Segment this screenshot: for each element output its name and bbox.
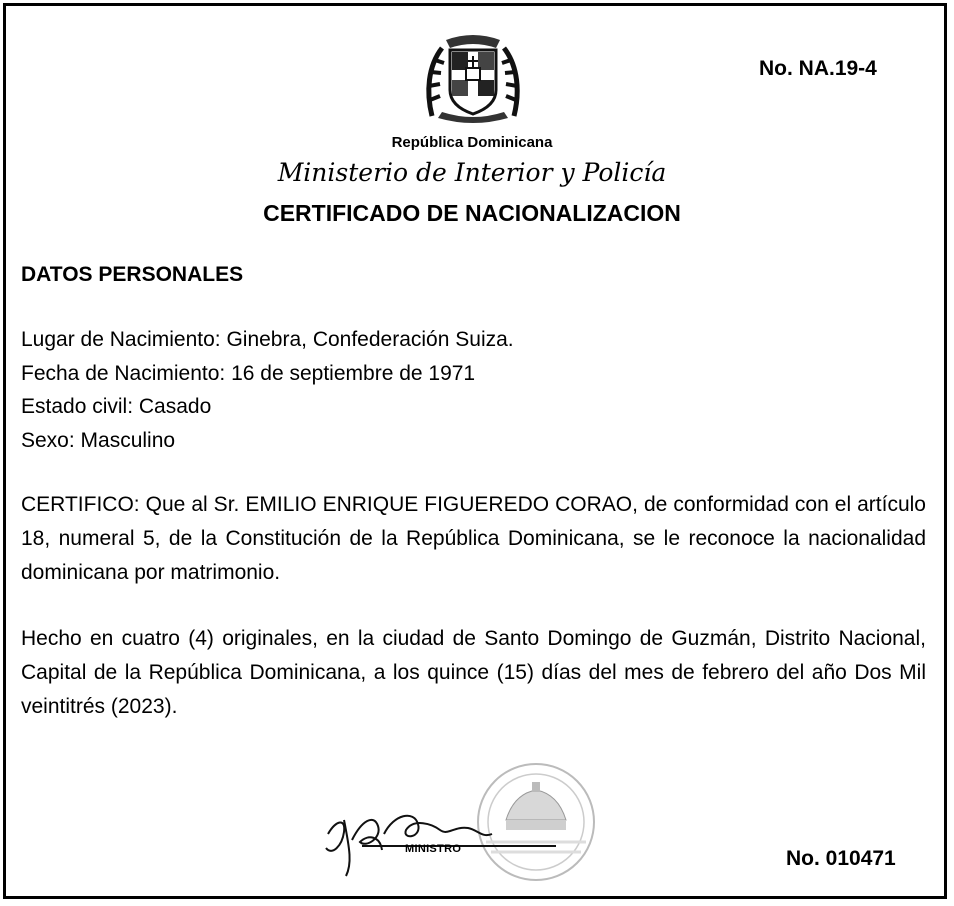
personal-data-list <box>21 323 514 457</box>
ministry-name: Ministerio de Interior y Policía <box>277 158 667 187</box>
issuance-paragraph: Hecho en cuatro (4) originales, en la ciudad de Santo Domingo de Guzmán, Distrito Nacional, Capital de la República Dominicana, a los quince (15) días del mes de febrero del año Dos Mil veintitrés (2023). <box>21 627 926 718</box>
civil-status-field: Estado civil: Casado <box>21 395 212 418</box>
signer-title: MINISTRO <box>405 843 462 855</box>
birthdate-field: Fecha de Nacimiento: 16 de septiembre de 1971 <box>21 361 476 385</box>
republic-name: República Dominicana <box>391 134 553 151</box>
sex-field: Sexo: Masculino <box>21 428 176 452</box>
certificate-title: CERTIFICADO DE NACIONALIZACION <box>263 200 681 226</box>
birthplace-field: Lugar de Nacimiento: Ginebra, Confederación Suiza. <box>21 328 514 351</box>
certification-paragraph: CERTIFICO: Que al Sr. EMILIO ENRIQUE FIGUEREDO CORAO, de conformidad con el artículo 18, numeral 5, de la Constitución de la República Dominicana, se le reconoce la nacionalidad dominicana por matrimonio. <box>21 493 926 584</box>
coat-of-arms-icon <box>424 28 522 128</box>
signature-icon <box>322 790 562 880</box>
personal-data-heading: DATOS PERSONALES <box>21 263 244 286</box>
serial-number: No. 010471 <box>786 847 896 870</box>
document-number: No. NA.19-4 <box>759 57 877 80</box>
